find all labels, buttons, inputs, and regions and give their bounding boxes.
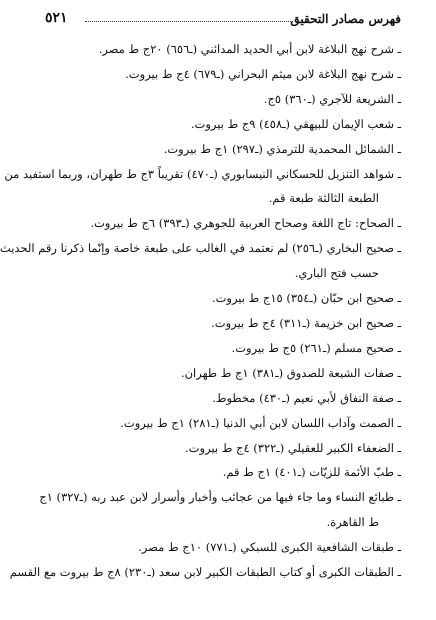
list-item: ـ الشريعة للآجري (ـ٣٦٠) ٥ج. <box>263 91 401 106</box>
page-number: ٥٢١ <box>45 10 68 26</box>
list-item: ـ صحيح ابن خزيمة (ـ٣١١) ٤ج ط بيروت. <box>211 315 401 330</box>
list-item: ـ صفة النفاق لأبي نعيم (ـ٤٣٠) مخطوط. <box>212 390 401 405</box>
list-item: ـ شرح نهج البلاغة لابن أبي الحديد المدائني (ـ٦٥٦) ٢٠ج ط مصر. <box>98 42 401 56</box>
list-item: ـ الصحاح: تاج اللغة وصحاح العربية للجوهري (ـ٣٩٣) ٦ج ط بيروت. <box>90 216 401 231</box>
list-item: ـ طبائع النساء وما جاء فيها من عجائب وأخبار وأسرار لابن عبد ربه (ـ٣٢٧) ١ج <box>39 490 401 505</box>
bibliography-list <box>0 37 401 585</box>
list-item-continuation: ط القاهرة. <box>326 515 379 530</box>
list-item: ـ شواهد التنزيل للحسكاني النيسابوري (ـ٤٧٠) تقريباً ٣ج ط طهران، وربما استفيد من <box>4 166 401 181</box>
list-item: ـ صفات الشيعة للصدوق (ـ٣٨١) ١ج ط طهران. <box>180 365 401 380</box>
list-item: ـ طبقات الشافعية الكبرى للسبكي (ـ٧٧١) ١٠ج ط مصر. <box>138 540 401 555</box>
list-item: ـ الضعفاء الكبير للعقيلي (ـ٣٢٢) ٤ج ط بيروت. <box>185 440 401 455</box>
list-item: ـ الصمت وآداب اللسان لابن أبي الدنيا (ـ٢٨١) ١ج ط بيروت. <box>120 415 401 430</box>
list-item: ـ طبّ الأئمة للزيّات (ـ٤٠١) ١ج ط قم. <box>222 465 401 480</box>
list-item: ـ شعب الإيمان للبيهقي (ـ٤٥٨) ٩ج ط بيروت. <box>190 116 401 131</box>
list-item: ـ شرح نهج البلاغة لابن ميثم البحراني (ـ٦٧٩) ٤ج ط بيروت. <box>125 66 401 81</box>
list-item-continuation: الطبعة الثالثة طبعة قم. <box>268 191 379 206</box>
list-item: ـ صحيح مسلم (ـ٢٦١) ٥ج ط بيروت. <box>231 340 401 355</box>
list-item-continuation: حسب فتح الباري. <box>294 266 379 281</box>
page-header <box>45 10 401 32</box>
header-title: فهرس مصادر التحقيق <box>290 12 401 26</box>
list-item: ـ صحيح البخاري (ـ٢٥٦) لم نعتمد في الغالب على طبعة خاصة وإنّما ذكرنا رقم الحديث <box>0 241 401 256</box>
list-item: ـ صحيح ابن حبّان (ـ٣٥٤) ١٥ج ط بيروت. <box>211 291 401 306</box>
list-item: ـ الطبقات الكبرى أو كتاب الطبقات الكبير لابن سعد (ـ٢٣٠) ٨ج ط بيروت مع القسم <box>9 565 401 580</box>
list-item: ـ الشمائل المحمدية للترمذي (ـ٢٩٧) ١ج ط بيروت. <box>163 141 401 156</box>
header-dot-leader <box>85 21 293 22</box>
